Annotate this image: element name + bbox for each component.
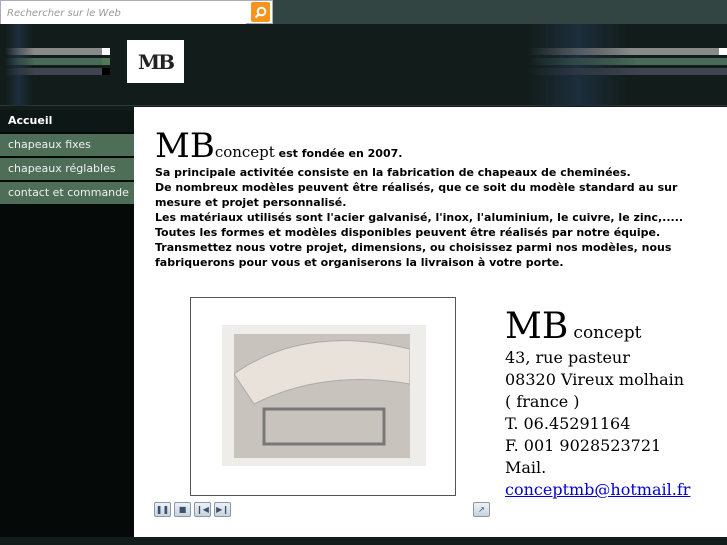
nav-item-chapeaux-reglables[interactable]: chapeaux réglables — [0, 158, 134, 180]
next-button[interactable] — [214, 502, 231, 517]
previous-icon: ❙◀ — [196, 505, 209, 514]
stop-button[interactable] — [174, 502, 191, 517]
next-icon: ▶❙ — [216, 505, 229, 514]
previous-button[interactable] — [194, 502, 211, 517]
footer — [0, 537, 727, 545]
search-box — [0, 0, 273, 24]
search-icon — [254, 6, 267, 19]
logo[interactable]: MB — [127, 40, 184, 83]
popout-button[interactable] — [473, 502, 493, 521]
email-link[interactable]: conceptmb@hotmail.fr — [505, 480, 691, 499]
stop-icon: ■ — [178, 505, 187, 514]
header-banner — [0, 24, 727, 106]
nav-item-contact[interactable]: contact et commande — [0, 182, 134, 204]
nav-item-chapeaux-fixes[interactable]: chapeaux fixes — [0, 134, 134, 156]
pause-button[interactable] — [154, 502, 171, 517]
search-input[interactable] — [1, 3, 246, 25]
slideshow[interactable] — [190, 297, 456, 496]
pause-icon: ❚❚ — [155, 505, 170, 514]
contact-info: MB concept 43, rue pasteur 08320 Vireux molhain ( france ) T. 06.45291164 F. 001 9028523721 Mail. conceptmb@hotmail.fr — [505, 306, 691, 499]
product-photo — [222, 325, 426, 466]
external-link-icon: ↗ — [473, 502, 490, 517]
slideshow-controls — [154, 502, 234, 521]
search-button[interactable] — [251, 2, 270, 22]
sidebar-nav — [0, 110, 134, 537]
nav-item-accueil[interactable]: Accueil — [0, 110, 134, 132]
main-content — [134, 107, 727, 537]
intro-text: MBconcept est fondée en 2007. Sa principale activitée consiste en la fabrication de chapeaux de cheminées. De nombreux modèles peuvent être réalisés, que ce soit du modèle standard au sur mesure et projet personnalisé. Les matériaux utilisés sont l'acier galvanisé, l'inox, l'aluminium, le cuivre, le zinc,..... Toutes les formes et modèles disponibles peuvent être réalisés par notre équipe. Transmettez nous votre projet, dimensions, ou choisissez parmi nos modèles, nous fabriquerons pour vous et organiserons la livraison à votre porte. — [155, 126, 684, 269]
